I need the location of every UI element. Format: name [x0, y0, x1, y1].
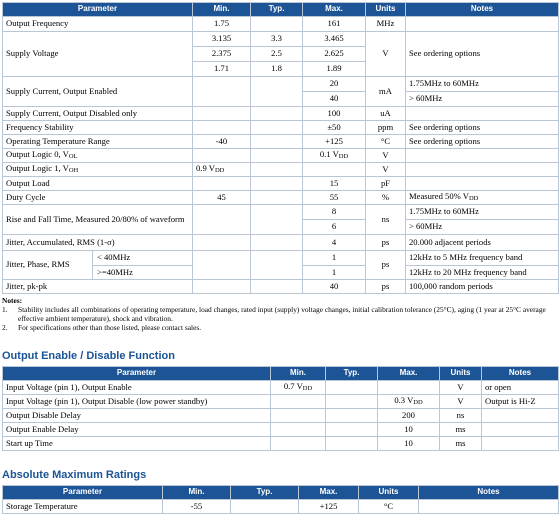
min-cell — [193, 251, 251, 280]
table-row — [3, 149, 559, 163]
notes-cell — [406, 149, 559, 163]
table-row — [3, 191, 559, 205]
header-max: Max. — [303, 3, 366, 17]
table-row — [3, 423, 559, 437]
param-cell: Output Enable Delay — [3, 423, 271, 437]
typ-cell — [326, 423, 378, 437]
units-cell: V — [366, 32, 406, 77]
condition-label: < 40MHz — [93, 251, 192, 266]
max-cell: 1 — [303, 251, 366, 266]
header-parameter: Parameter — [3, 367, 271, 381]
param-cell: Frequency Stability — [3, 121, 193, 135]
max-cell — [378, 381, 440, 395]
max-cell: 4 — [303, 235, 366, 251]
param-cell: Storage Temperature — [3, 500, 163, 514]
table-row — [3, 177, 559, 191]
note-text: Stability includes all combinations of operating temperature, load changes, rated input (supply) voltage changes, initial calibration tolerance (25°C), aging (1 year at 25°C average effective ambient temperature), shock and vibration. — [18, 304, 546, 323]
max-cell: +125 — [299, 500, 359, 514]
notes-cell — [419, 500, 559, 514]
note-number: 2. — [2, 322, 8, 332]
typ-cell — [231, 500, 299, 514]
notes-cell — [406, 17, 559, 32]
units-cell: °C — [366, 135, 406, 149]
units-cell: V — [440, 395, 482, 409]
typ-cell — [326, 437, 378, 451]
table-row — [3, 32, 559, 47]
units-cell: ns — [440, 409, 482, 423]
min-cell — [271, 409, 326, 423]
units-cell: V — [366, 163, 406, 177]
notes-cell: 12kHz to 20 MHz frequency band — [406, 265, 559, 280]
notes-cell: > 60MHz — [406, 220, 559, 235]
header-parameter: Parameter — [3, 3, 193, 17]
min-cell — [193, 121, 251, 135]
units-cell: ms — [440, 437, 482, 451]
min-cell: 3.135 — [193, 32, 251, 47]
max-cell: 1 — [303, 265, 366, 280]
max-cell: 3.465 — [303, 32, 366, 47]
units-cell: mA — [366, 77, 406, 107]
max-cell: ±50 — [303, 121, 366, 135]
notes-cell: See ordering options — [406, 32, 559, 77]
header-units: Units — [440, 367, 482, 381]
amr-table — [2, 485, 559, 514]
notes-cell — [482, 409, 559, 423]
header-min: Min. — [193, 3, 251, 17]
min-cell: -55 — [163, 500, 231, 514]
param-cell: Output Load — [3, 177, 193, 191]
min-cell — [193, 235, 251, 251]
table-row — [3, 235, 559, 251]
max-cell: 15 — [303, 177, 366, 191]
min-cell: 1.71 — [193, 62, 251, 77]
oe-section-title: Output Enable / Disable Function — [2, 350, 175, 362]
note-item — [2, 324, 558, 333]
header-notes: Notes — [482, 367, 559, 381]
notes-cell — [406, 107, 559, 121]
notes-cell: Measured 50% $V_{DD}$ — [406, 191, 559, 205]
amr-header-row — [3, 486, 559, 500]
notes-cell: or open — [482, 381, 559, 395]
typ-cell — [251, 251, 303, 280]
notes-cell: 12kHz to 5 MHz frequency band — [406, 251, 559, 266]
param-cell: Jitter, Accumulated, RMS (1-σ) — [3, 235, 193, 251]
param-cell: Supply Voltage — [3, 32, 193, 77]
oe-table — [2, 366, 559, 451]
notes-cell — [482, 423, 559, 437]
max-cell: 8 — [303, 205, 366, 220]
units-cell: V — [440, 381, 482, 395]
units-cell: ppm — [366, 121, 406, 135]
table-row — [3, 395, 559, 409]
note-text: For specifications other than those listed, please contact sales. — [18, 322, 202, 332]
table-row — [3, 409, 559, 423]
spec-header-row — [3, 3, 559, 17]
min-cell — [193, 107, 251, 121]
max-cell: +125 — [303, 135, 366, 149]
notes-heading: Notes: — [2, 296, 23, 305]
notes-cell: 100,000 random periods — [406, 280, 559, 294]
param-cell: Output Logic 1, $V_{OH}$ — [3, 163, 193, 177]
max-cell — [303, 163, 366, 177]
header-typ: Typ. — [251, 3, 303, 17]
header-typ: Typ. — [231, 486, 299, 500]
max-cell: 2.625 — [303, 47, 366, 62]
units-cell: ps — [366, 280, 406, 294]
max-cell: 10 — [378, 437, 440, 451]
notes-cell — [406, 177, 559, 191]
typ-cell — [251, 280, 303, 294]
typ-cell: 1.8 — [251, 62, 303, 77]
notes-cell — [482, 437, 559, 451]
max-cell: 200 — [378, 409, 440, 423]
typ-cell — [251, 191, 303, 205]
max-cell: 0.1 $V_{DD}$ — [303, 149, 366, 163]
units-cell: uA — [366, 107, 406, 121]
param-cell: Output Logic 0, $V_{OL}$ — [3, 149, 193, 163]
min-cell: 45 — [193, 191, 251, 205]
header-units: Units — [359, 486, 419, 500]
header-min: Min. — [163, 486, 231, 500]
typ-cell — [251, 149, 303, 163]
header-typ: Typ. — [326, 367, 378, 381]
table-row — [3, 437, 559, 451]
typ-cell — [251, 163, 303, 177]
max-cell: 161 — [303, 17, 366, 32]
max-cell: 10 — [378, 423, 440, 437]
header-units: Units — [366, 3, 406, 17]
table-row — [3, 280, 559, 294]
max-cell: 6 — [303, 220, 366, 235]
min-cell: 2.375 — [193, 47, 251, 62]
note-number: 1. — [2, 304, 8, 314]
table-row — [3, 17, 559, 32]
min-cell: -40 — [193, 135, 251, 149]
header-max: Max. — [378, 367, 440, 381]
notes-cell: See ordering options — [406, 135, 559, 149]
units-cell: MHz — [366, 17, 406, 32]
max-cell: 40 — [303, 280, 366, 294]
min-cell — [271, 437, 326, 451]
min-cell — [193, 205, 251, 235]
max-cell: 20 — [303, 77, 366, 92]
typ-cell — [251, 177, 303, 191]
units-cell: ns — [366, 205, 406, 235]
units-cell: V — [366, 149, 406, 163]
note-item — [2, 306, 558, 324]
typ-cell — [326, 395, 378, 409]
param-cell: Output Disable Delay — [3, 409, 271, 423]
table-row — [3, 107, 559, 121]
typ-cell — [251, 121, 303, 135]
max-cell: 1.89 — [303, 62, 366, 77]
param-cell: Rise and Fall Time, Measured 20/80% of waveform — [3, 205, 193, 235]
units-cell: % — [366, 191, 406, 205]
notes-cell: Output is Hi-Z — [482, 395, 559, 409]
param-cell: Jitter, pk-pk — [3, 280, 193, 294]
min-cell: 0.7 $V_{DD}$ — [271, 381, 326, 395]
condition-label: >=40MHz — [97, 266, 133, 277]
header-notes: Notes — [406, 3, 559, 17]
typ-cell — [251, 17, 303, 32]
param-cell: Supply Current, Output Disabled only — [3, 107, 193, 121]
units-cell: ps — [366, 235, 406, 251]
table-row — [3, 135, 559, 149]
typ-cell — [251, 107, 303, 121]
table-row — [3, 121, 559, 135]
header-min: Min. — [271, 367, 326, 381]
min-cell — [271, 395, 326, 409]
notes-cell: 20.000 adjacent periods — [406, 235, 559, 251]
typ-cell — [251, 135, 303, 149]
spec-table — [2, 2, 559, 294]
param-cell: Supply Current, Output Enabled — [3, 77, 193, 107]
param-cell: Input Voltage (pin 1), Output Disable (low power standby) — [3, 395, 271, 409]
table-row — [3, 77, 559, 92]
header-max: Max. — [299, 486, 359, 500]
typ-cell — [251, 77, 303, 107]
table-row — [3, 251, 559, 266]
min-cell — [193, 177, 251, 191]
table-row — [3, 205, 559, 220]
min-cell: 1.75 — [193, 17, 251, 32]
typ-cell: 2.5 — [251, 47, 303, 62]
amr-section-title: Absolute Maximum Ratings — [2, 469, 147, 481]
typ-cell: 3.3 — [251, 32, 303, 47]
oe-header-row — [3, 367, 559, 381]
table-row — [3, 381, 559, 395]
typ-cell — [326, 381, 378, 395]
units-cell: ms — [440, 423, 482, 437]
param-cell: Duty Cycle — [3, 191, 193, 205]
units-cell: °C — [359, 500, 419, 514]
min-cell — [193, 280, 251, 294]
header-parameter: Parameter — [3, 486, 163, 500]
min-cell: 0.9 $V_{DD}$ — [193, 163, 251, 177]
max-cell: 40 — [303, 92, 366, 107]
param-cell: Output Frequency — [3, 17, 193, 32]
notes-block — [2, 297, 558, 333]
notes-cell: 1.75MHz to 60MHz — [406, 77, 559, 92]
typ-cell — [251, 235, 303, 251]
max-cell: 55 — [303, 191, 366, 205]
min-cell — [193, 149, 251, 163]
notes-cell: See ordering options — [406, 121, 559, 135]
param-cell: Input Voltage (pin 1), Output Enable — [3, 381, 271, 395]
notes-cell: 1.75MHz to 60MHz — [406, 205, 559, 220]
notes-cell: > 60MHz — [406, 92, 559, 107]
typ-cell — [326, 409, 378, 423]
typ-cell — [251, 205, 303, 235]
param-cell: Start up Time — [3, 437, 271, 451]
units-cell: ps — [366, 251, 406, 280]
header-notes: Notes — [419, 486, 559, 500]
units-cell: pF — [366, 177, 406, 191]
jitter-phase-label: Jitter, Phase, RMS — [3, 251, 93, 279]
param-cell: Operating Temperature Range — [3, 135, 193, 149]
table-row — [3, 163, 559, 177]
notes-cell — [406, 163, 559, 177]
param-cell — [3, 251, 193, 280]
max-cell: 0.3 $V_{DD}$ — [378, 395, 440, 409]
max-cell: 100 — [303, 107, 366, 121]
min-cell — [193, 77, 251, 107]
min-cell — [271, 423, 326, 437]
table-row — [3, 500, 559, 514]
